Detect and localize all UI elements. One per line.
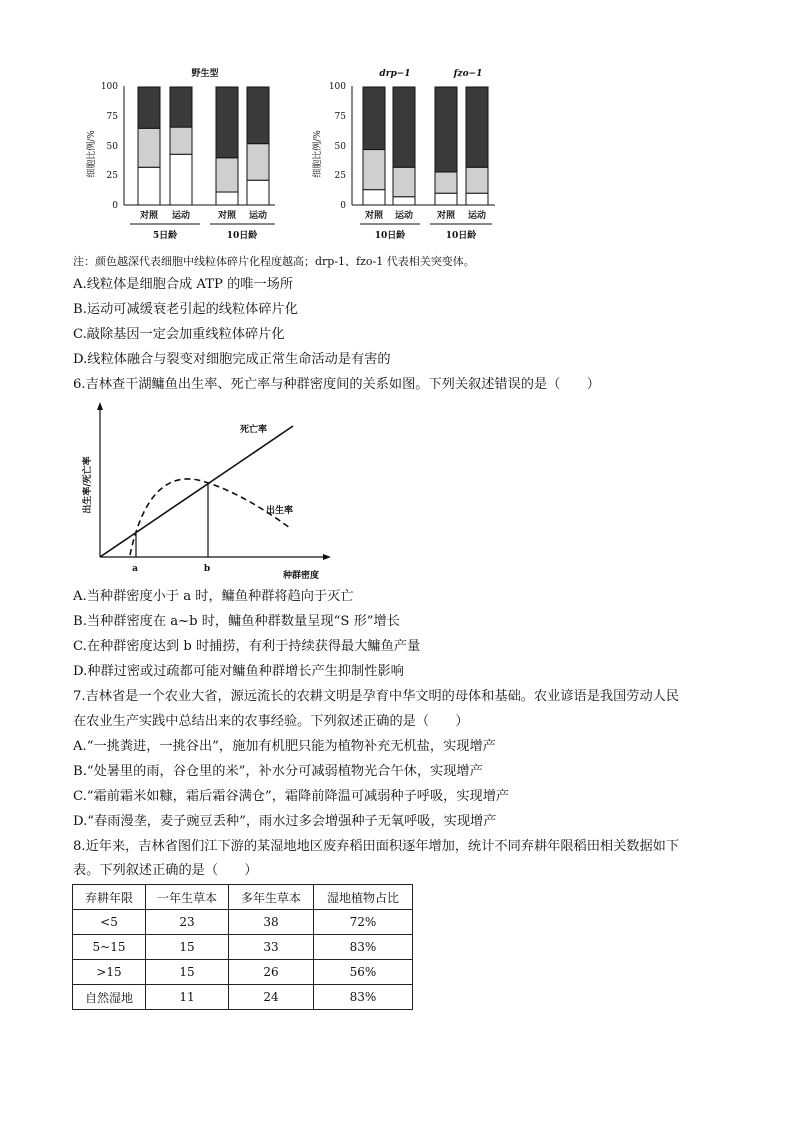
point-a-label: a <box>132 564 138 574</box>
figure-note: 注：颜色越深代表细胞中线粒体碎片化程度越高；drp-1、fzo-1 代表相关突变体。 <box>73 255 475 268</box>
bar-segment <box>138 128 160 167</box>
fig1-xlabel: 对照 <box>436 211 456 221</box>
table-cell: 38 <box>229 910 314 935</box>
q5-option-a: A.线粒体是细胞合成 ATP 的唯一场所 <box>73 277 294 292</box>
table-row <box>73 935 413 960</box>
fig1-xlabel: 对照 <box>217 211 237 221</box>
table-cell: 26 <box>229 960 314 985</box>
birth-rate-curve <box>130 479 290 555</box>
bar-segment <box>170 87 192 127</box>
fig1-title-right-b: fzo−1 <box>453 69 483 79</box>
table-header: 一年生草本 <box>146 885 229 910</box>
bar-segment <box>363 190 385 205</box>
fig1-group-label: 10日龄 <box>374 231 406 241</box>
fig2-ylabel: 出生率/死亡率 <box>83 456 93 514</box>
fig1-yticks-left <box>101 82 118 211</box>
table-cell: 33 <box>229 935 314 960</box>
q6-stem: 6.吉林查干湖鳙鱼出生率、死亡率与种群密度间的关系如图。下列关叙述错误的是（ ） <box>73 377 600 392</box>
table-row <box>73 910 413 935</box>
fig2-chart <box>78 400 348 582</box>
bar-segment <box>466 87 488 167</box>
table-header-row <box>73 885 413 910</box>
fig1-xlabel: 运动 <box>394 211 414 221</box>
fig1-bars-left <box>138 87 269 205</box>
fig2-xlabel: 种群密度 <box>283 571 320 581</box>
data-table <box>72 884 413 1010</box>
fig1-bars-right <box>363 87 488 205</box>
table-cell: 72% <box>314 910 413 935</box>
q5-option-c: C.敲除基因一定会加重线粒体碎片化 <box>73 327 285 342</box>
ytick-left: 50 <box>106 142 118 152</box>
q5-option-d: D.线粒体融合与裂变对细胞完成正常生命活动是有害的 <box>73 352 391 367</box>
table-cell: 83% <box>314 985 413 1010</box>
bar-segment <box>138 87 160 128</box>
table-cell: 15 <box>146 935 229 960</box>
table-cell: 15 <box>146 960 229 985</box>
bar-segment <box>170 154 192 205</box>
bar-segment <box>216 158 238 192</box>
table-row <box>73 985 413 1010</box>
table-cell: 83% <box>314 935 413 960</box>
table-header: 多年生草本 <box>229 885 314 910</box>
fig1-xlabel: 对照 <box>139 211 159 221</box>
ytick-right: 0 <box>340 201 346 211</box>
bar-segment <box>247 87 269 144</box>
birth-rate-label: 出生率 <box>266 506 294 516</box>
q6-option-d: D.种群过密或过疏都可能对鳙鱼种群增长产生抑制性影响 <box>73 664 404 679</box>
bar-segment <box>247 144 269 181</box>
bar-segment <box>363 150 385 190</box>
bar-segment <box>363 87 385 150</box>
bar-segment <box>170 127 192 154</box>
ytick-right: 75 <box>334 112 346 122</box>
q7-option-c: C.“霜前霜米如糠，霜后霜谷满仓”，霜降前降温可减弱种子呼吸，实现增产 <box>73 789 510 804</box>
q7-option-b: B.“处暑里的雨，谷仓里的米”，补水分可减弱植物光合午休，实现增产 <box>73 764 483 779</box>
ytick-left: 75 <box>106 112 118 122</box>
bar-segment <box>216 192 238 205</box>
q7-option-a: A.“一挑粪进，一挑谷出”，施加有机肥只能为植物补充无机盐，实现增产 <box>73 739 496 754</box>
bar-segment <box>247 180 269 205</box>
bar-segment <box>435 87 457 172</box>
q7-stem-line2: 在农业生产实践中总结出来的农事经验。下列叙述正确的是（ ） <box>73 714 469 729</box>
fig1-group-label: 5日龄 <box>152 231 178 241</box>
table-cell: <5 <box>73 910 146 935</box>
fig1-xlabel: 运动 <box>248 211 268 221</box>
table-header: 湿地植物占比 <box>314 885 413 910</box>
bar-segment <box>435 193 457 205</box>
table-cell: 23 <box>146 910 229 935</box>
fig1-ylabel-left: 细胞比例/% <box>87 130 97 178</box>
yaxis-arrow-icon <box>97 402 103 410</box>
death-rate-line <box>100 426 293 557</box>
q7-stem-line1: 7.吉林省是一个农业大省，源远流长的农耕文明是孕育中华文明的母体和基础。农业谚语是我国劳动人民 <box>73 689 680 704</box>
q5-option-b: B.运动可减缓衰老引起的线粒体碎片化 <box>73 302 298 317</box>
bar-segment <box>466 167 488 193</box>
q7-option-d: D.“春雨漫垄，麦子豌豆丢种”，雨水过多会增强种子无氧呼吸，实现增产 <box>73 814 497 829</box>
ytick-left: 100 <box>100 82 118 92</box>
fig1-title-left: 野生型 <box>191 69 219 79</box>
bar-segment <box>216 87 238 158</box>
ytick-left: 25 <box>106 171 118 181</box>
ytick-right: 25 <box>334 171 346 181</box>
bar-segment <box>393 197 415 205</box>
table-row <box>73 960 413 985</box>
fig1-xlabel: 运动 <box>171 211 191 221</box>
fig1-xlabel: 对照 <box>364 211 384 221</box>
fig1-xlabel: 运动 <box>467 211 487 221</box>
bar-segment <box>435 172 457 193</box>
table-header: 弃耕年限 <box>73 885 146 910</box>
ytick-left: 0 <box>112 201 118 211</box>
q6-option-a: A.当种群密度小于 a 时，鳙鱼种群将趋向于灭亡 <box>73 589 354 604</box>
bar-segment <box>393 167 415 197</box>
ytick-right: 50 <box>334 142 346 152</box>
fig1-yticks-right <box>329 82 346 211</box>
q6-option-b: B.当种群密度在 a~b 时，鳙鱼种群数量呈现“S 形”增长 <box>73 614 400 629</box>
fig1-group-label: 10日龄 <box>226 231 258 241</box>
point-b-label: b <box>203 564 211 574</box>
fig1-title-right-a: drp−1 <box>379 69 411 79</box>
table-cell: 56% <box>314 960 413 985</box>
death-rate-label: 死亡率 <box>240 425 268 435</box>
xaxis-arrow-icon <box>323 554 331 560</box>
table-cell: 5~15 <box>73 935 146 960</box>
fig1-chart <box>80 62 520 247</box>
bar-segment <box>393 87 415 167</box>
table-cell: 11 <box>146 985 229 1010</box>
q8-stem-line1: 8.近年来，吉林省图们江下游的某湿地地区废弃稻田面积逐年增加，统计不同弃耕年限稻田相关数据如下 <box>73 839 680 854</box>
q8-stem-line2: 表。下列叙述正确的是（ ） <box>73 863 258 878</box>
bar-segment <box>466 193 488 205</box>
table-cell: >15 <box>73 960 146 985</box>
q6-option-c: C.在种群密度达到 b 时捕捞，有利于持续获得最大鳙鱼产量 <box>73 639 421 654</box>
ytick-right: 100 <box>328 82 346 92</box>
fig1-group-label: 10日龄 <box>445 231 477 241</box>
table-cell: 24 <box>229 985 314 1010</box>
fig1-ylabel-right: 细胞比例/% <box>313 130 323 178</box>
table-cell: 自然湿地 <box>73 985 146 1010</box>
bar-segment <box>138 167 160 205</box>
